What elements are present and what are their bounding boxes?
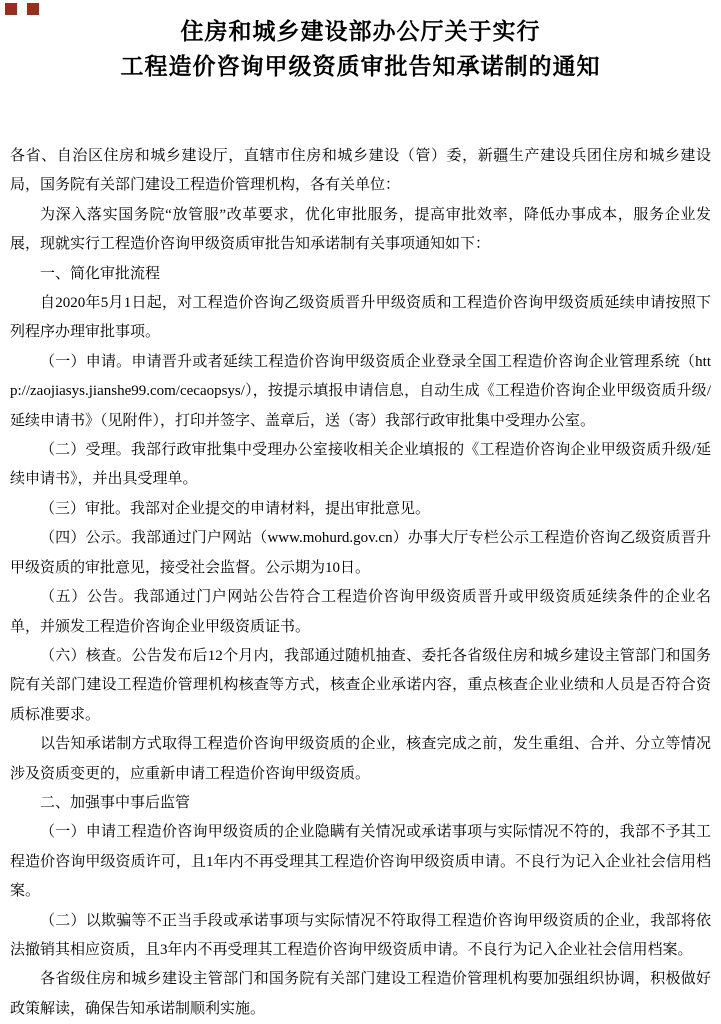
- paragraph: 自2020年5月1日起，对工程造价咨询乙级资质晋升甲级资质和工程造价咨询甲级资质延续申请按照下列程序办理审批事项。: [10, 295, 711, 341]
- paragraph: （六）核查。公告发布后12个月内，我部通过随机抽查、委托各省级住房和城乡建设主管部门和国务院有关部门建设工程造价管理机构核查等方式，核查企业承诺内容，重点核查企业业绩和人员是否符合资质标准要求。: [10, 647, 711, 723]
- paragraph: 为深入落实国务院“放管服”改革要求，优化审批服务，提高审批效率，降低办事成本，服务企业发展，现就实行工程造价咨询甲级资质审批告知承诺制有关事项通知如下：: [10, 206, 711, 253]
- corner-mark-icon: [5, 3, 17, 15]
- corner-marks: [5, 3, 39, 15]
- paragraph: （二）以欺骗等不正当手段或承诺事项与实际情况不符取得工程造价咨询甲级资质的企业，我部将依法撤销其相应资质，且3年内不再受理其工程造价咨询甲级资质申请。不良行为记入企业社会信用档案。: [10, 912, 711, 958]
- paragraph: （四）公示。我部通过门户网站（www.mohurd.gov.cn）办事大厅专栏公示工程造价咨询乙级资质晋升甲级资质的审批意见，接受社会监督。公示期为10日。: [10, 530, 711, 576]
- paragraph: （三）审批。我部对企业提交的申请材料，提出审批意见。: [40, 500, 431, 517]
- paragraph: （二）受理。我部行政审批集中受理办公室接收相关企业填报的《工程造价咨询企业甲级资质升级/延续申请书》，并出具受理单。: [10, 442, 711, 488]
- paragraph: （一）申请工程造价咨询甲级资质的企业隐瞒有关情况或承诺事项与实际情况不符的，我部不予其工程造价咨询甲级资质许可，且1年内不再受理其工程造价咨询甲级资质申请。不良行为记入企业社会信用档案。: [10, 824, 711, 900]
- document-title-line-2: 工程造价咨询甲级资质审批告知承诺制的通知: [120, 54, 601, 79]
- document-title-line-1: 住房和城乡建设部办公厅关于实行: [180, 19, 541, 44]
- document-title: [0, 0, 721, 84]
- paragraph: 各省、自治区住房和城乡建设厅，直辖市住房和城乡建设（管）委，新疆生产建设兵团住房和城乡建设局，国务院有关部门建设工程造价管理机构，各有关单位：: [10, 148, 711, 194]
- paragraph: 各省级住房和城乡建设主管部门和国务院有关部门建设工程造价管理机构要加强组织协调，积极做好政策解读，确保告知承诺制顺利实施。: [10, 971, 711, 1017]
- corner-mark-icon: [27, 3, 39, 15]
- paragraph: 以告知承诺制方式取得工程造价咨询甲级资质的企业，核查完成之前，发生重组、合并、分立等情况涉及资质变更的，应重新申请工程造价咨询甲级资质。: [10, 736, 711, 782]
- section-heading: 一、简化审批流程: [40, 265, 161, 282]
- section-heading: 二、加强事中事后监管: [40, 794, 191, 811]
- paragraph: （一）申请。申请晋升或者延续工程造价咨询甲级资质企业登录全国工程造价咨询企业管理系统（http://zaojiasys.jianshe99.com/cecaopsys/），按提示填报申请信息，自动生成《工程造价咨询企业甲级资质升级/延续申请书》（见附件），打印并签字、盖章后，送（寄）我部行政审批集中受理办公室。: [10, 353, 711, 429]
- paragraph: （五）公告。我部通过门户网站公告符合工程造价咨询甲级资质晋升或甲级资质延续条件的企业名单，并颁发工程造价咨询企业甲级资质证书。: [10, 589, 711, 635]
- document-body: [0, 142, 721, 1024]
